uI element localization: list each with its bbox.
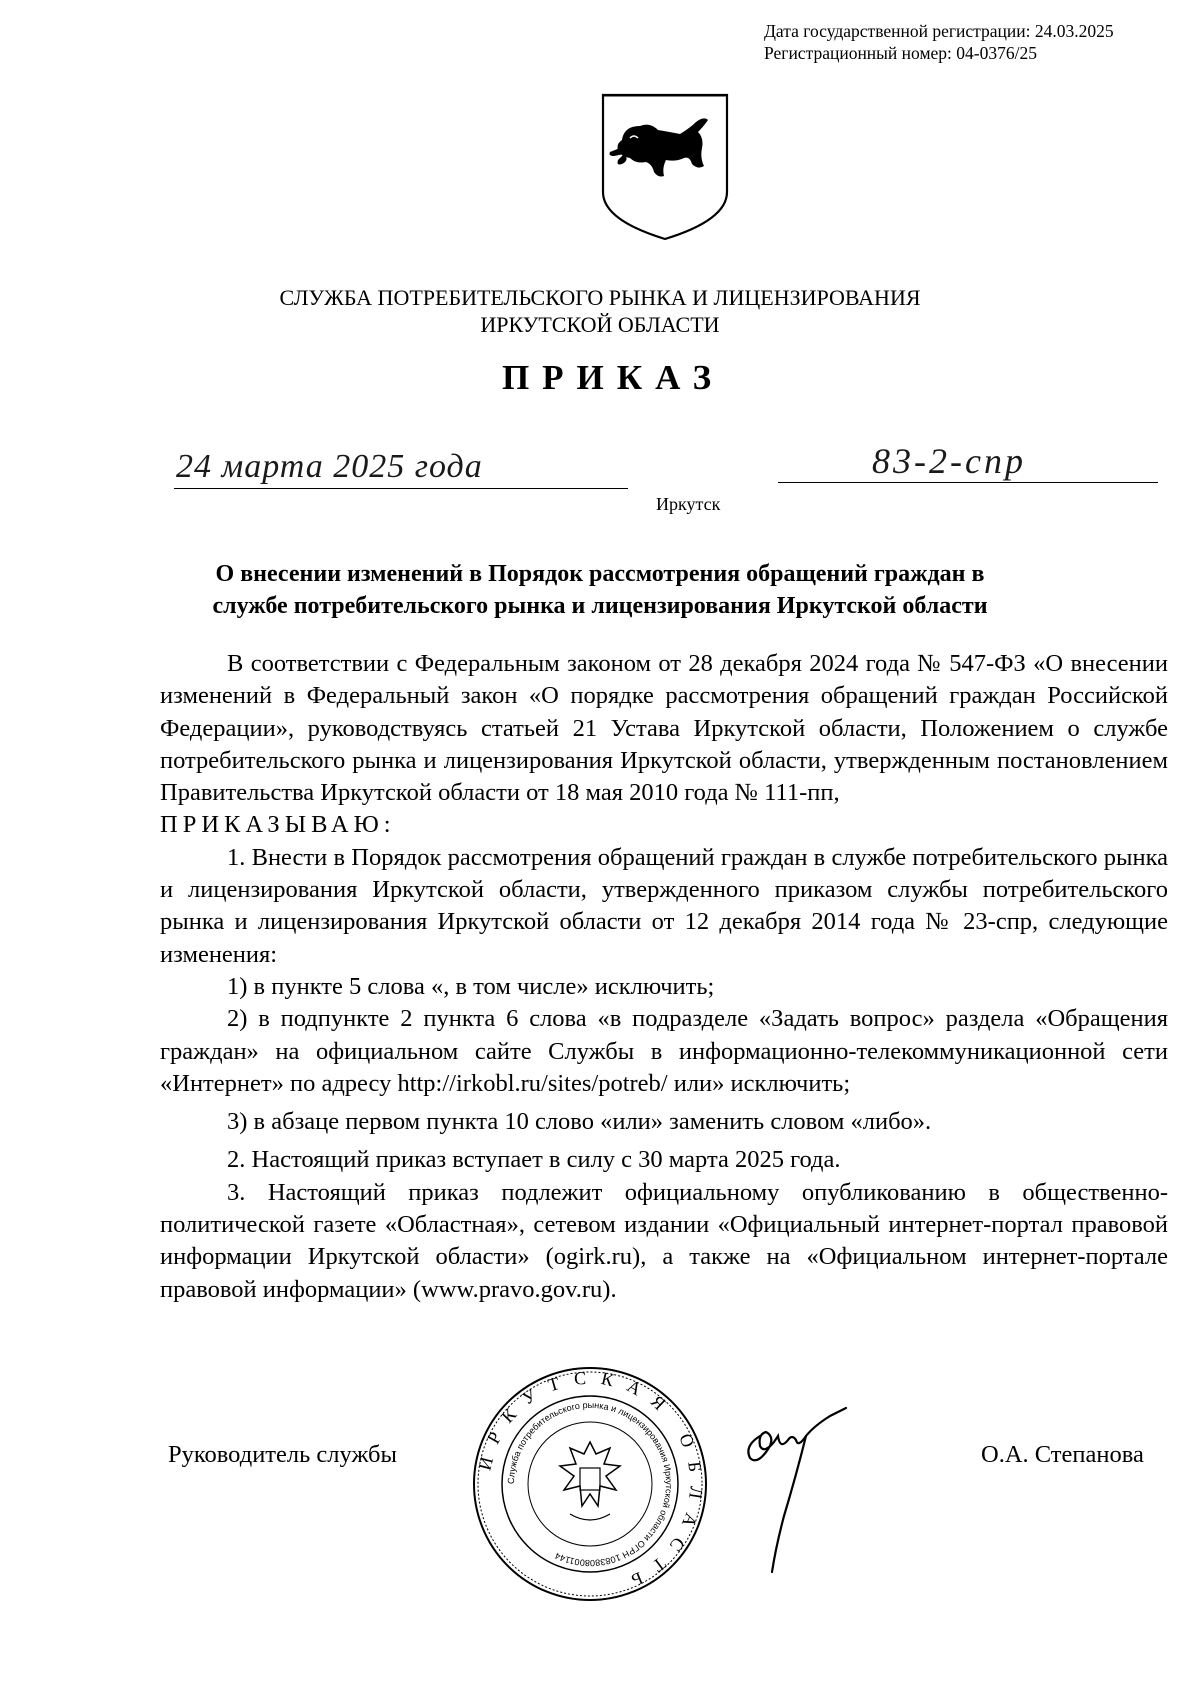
registration-date: Дата государственной регистрации: 24.03.2025: [764, 21, 1114, 41]
irkutsk-babr-emblem-icon: [600, 92, 730, 242]
agency-name: [0, 284, 1200, 338]
title-line-2: службе потребительского рынка и лицензирования Иркутской области: [212, 593, 988, 619]
document-title: [120, 558, 1080, 622]
agency-line-2: ИРКУТСКОЙ ОБЛАСТИ: [480, 312, 720, 337]
handwritten-signature-icon: [740, 1406, 850, 1576]
document-type: ПРИКАЗ: [501, 358, 725, 397]
item-2: 2. Настоящий приказ вступает в силу с 30 марта 2025 года.: [227, 1146, 841, 1174]
stamp-outer-text: ИРКУТСКАЯ ОБЛАСТЬ: [474, 1367, 707, 1596]
handwritten-number: 83-2-спр: [872, 441, 1026, 481]
number-underline: [778, 482, 1158, 483]
city: Иркутск: [656, 494, 721, 514]
registration-info: [764, 20, 1114, 64]
handwritten-date: 24 марта 2025 года: [176, 448, 483, 485]
preamble: В соответствии с Федеральным законом от 28 декабря 2024 года № 547-ФЗ «О внесении изменений в Федеральный закон «О порядке рассмотрения обращений граждан Российской Федерации», руководствуясь статьей 21 Устава Иркутской области, Положением о службе потребительского рынка и лицензирования Иркутской области, утвержденным постановлением Правительства Иркутской области от 18 мая 2010 года № 111-пп,: [160, 650, 1168, 807]
item-1-3: 3) в абзаце первом пункта 10 слово «или» заменить словом «либо».: [227, 1108, 932, 1136]
stamp-inner-text: Служба потребительского рынка и лицензирования Иркутской области ОГРН 1083808001144: [505, 1399, 675, 1569]
signatory-role: Руководитель службы: [168, 1441, 397, 1468]
official-seal-icon: [470, 1364, 710, 1604]
registration-number: Регистрационный номер: 04-0376/25: [764, 43, 1037, 63]
order-word: ПРИКАЗЫВАЮ:: [160, 811, 396, 839]
svg-text:Служба потребительского рынка: [506, 1400, 674, 1568]
date-underline: [174, 488, 628, 489]
item-3: 3. Настоящий приказ подлежит официальному опубликованию в общественно-политической газете «Областная», сетевом издании «Официальный интернет-портал правовой информации Иркутской области» (ogirk.ru), а также на «Официальном интернет-портале правовой информации» (www.pravo.gov.ru).: [160, 1178, 1168, 1303]
agency-line-1: СЛУЖБА ПОТРЕБИТЕЛЬСКОГО РЫНКА И ЛИЦЕНЗИРОВАНИЯ: [279, 285, 921, 310]
item-1-2: 2) в подпункте 2 пункта 6 слова «в подразделе «Задать вопрос» раздела «Обращения граждан» на официальном сайте Службы в информационно-телекоммуникационной сети «Интернет» по адресу http://irkobl.ru/sites/potreb/ или» исключить;: [160, 1005, 1168, 1097]
document-body: [160, 648, 1168, 1306]
item-1: 1. Внести в Порядок рассмотрения обращений граждан в службе потребительского рынка и лицензирования Иркутской области, утвержденного приказом службы потребительского рынка и лицензирования Иркутской области от 12 декабря 2014 года № 23-спр, следующие изменения:: [160, 843, 1168, 968]
title-line-1: О внесении изменений в Порядок рассмотрения обращений граждан в: [215, 561, 985, 587]
item-1-1: 1) в пункте 5 слова «, в том числе» исключить;: [227, 972, 715, 1000]
signatory-name: О.А. Степанова: [981, 1441, 1144, 1468]
